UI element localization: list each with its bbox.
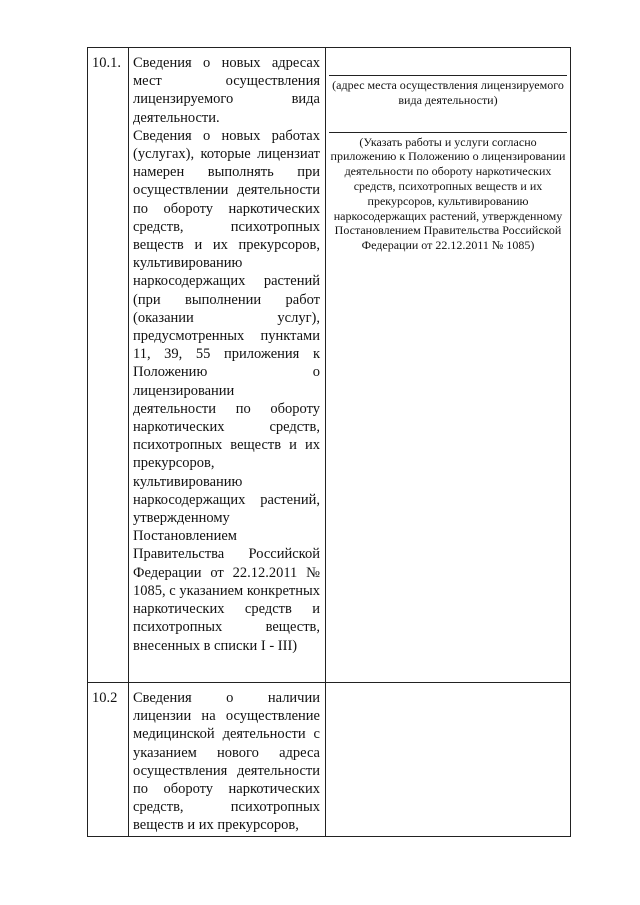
row-number: 10.1. (88, 48, 129, 683)
row-number: 10.2 (88, 683, 129, 837)
row-description (129, 48, 326, 683)
row-value-cell[interactable] (326, 683, 571, 837)
address-hint: (адрес места осуществления лицензируемого вида деятельности) (332, 78, 564, 107)
form-table (87, 47, 571, 837)
row-value-cell (326, 48, 571, 683)
row-description (129, 683, 326, 837)
works-hint: (Указать работы и услуги согласно приложению к Положению о лицензировании деятельности по обороту наркотических средств, психотропных веществ и их прекурсоров, культивированию наркосодержащих растений, утвержденному Постановлением Правительства Российской Федерации от 22.12.2011 № 1085) (330, 134, 566, 253)
address-input-line[interactable] (329, 75, 567, 76)
description-paragraph: Сведения о новых адресах мест осуществления лицензируемого вида деятельности. (133, 55, 320, 126)
table-row (88, 683, 571, 837)
description-paragraph: Сведения о наличии лицензии на осуществление медицинской деятельности с указанием нового адреса осуществления деятельности по обороту наркотических средств, психотропных веществ и их прекурсоров, (133, 690, 320, 834)
table-row (88, 48, 571, 683)
works-input-line[interactable] (329, 132, 567, 133)
description-paragraph: Сведения о новых работах (услугах), которые лицензиат намерен выполнять при осуществлении деятельности по обороту наркотических средств, психотропных веществ и их прекурсоров, культивированию наркосодержащих растений (при выполнении работ (оказании услуг), предусмотренных пунктами 11, 39, 55 приложения к Положению о лицензировании деятельности по обороту наркотических средств, психотропных веществ и их прекурсоров, культивированию наркосодержащих растений, утвержденному Постановлением Правительства Российской Федерации от 22.12.2011 № 1085, с указанием конкретных наркотических средств и психотропных веществ, внесенных в списки I - III) (133, 127, 320, 654)
